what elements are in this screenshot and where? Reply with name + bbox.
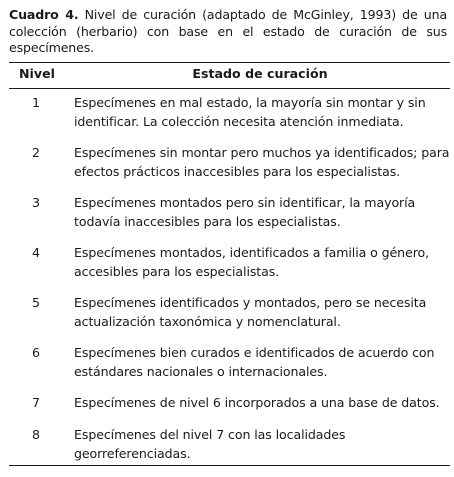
row-description: Especímenes del nivel 7 con las localidades georreferenciadas. [74,427,346,461]
row-description: Especímenes bien curados e identificados de acuerdo con estándares nacionales o internacionales. [74,345,435,379]
row-description: Especímenes de nivel 6 incorporados a una base de datos. [74,395,440,410]
row-level: 7 [31,395,40,410]
row-description: Especímenes montados, identificados a familia o género, accesibles para los especialistas. [74,245,430,279]
row-level: 3 [31,195,40,210]
header-state: Estado de curación [192,66,328,81]
row-description: Especímenes identificados y montados, pero se necesita actualización taxonómica y nomenclatural. [74,295,427,329]
row-level: 6 [31,345,40,360]
row-level: 1 [31,95,40,110]
header-level: Nivel [19,66,55,81]
table-bottom-rule [9,465,450,466]
row-description: Especímenes sin montar pero muchos ya identificados; para efectos prácticos inaccesibles para los especialistas. [74,145,450,179]
row-description: Especímenes en mal estado, la mayoría sin montar y sin identificar. La colección necesita atención inmediata. [74,95,426,129]
table-caption [9,7,447,57]
row-description: Especímenes montados pero sin identificar, la mayoría todavía inaccesibles para los especialistas. [74,195,416,229]
row-level: 5 [31,295,40,310]
row-level: 4 [31,245,40,260]
caption-label: Cuadro 4. [9,7,79,22]
row-level: 2 [31,145,40,160]
row-level: 8 [31,427,40,442]
table-header-rule [9,88,450,89]
table-top-rule [9,62,450,63]
caption-text: Nivel de curación (adaptado de McGinley, 1993) de una colección (herbario) con base en el estado de curación de sus especímenes. [9,7,448,55]
